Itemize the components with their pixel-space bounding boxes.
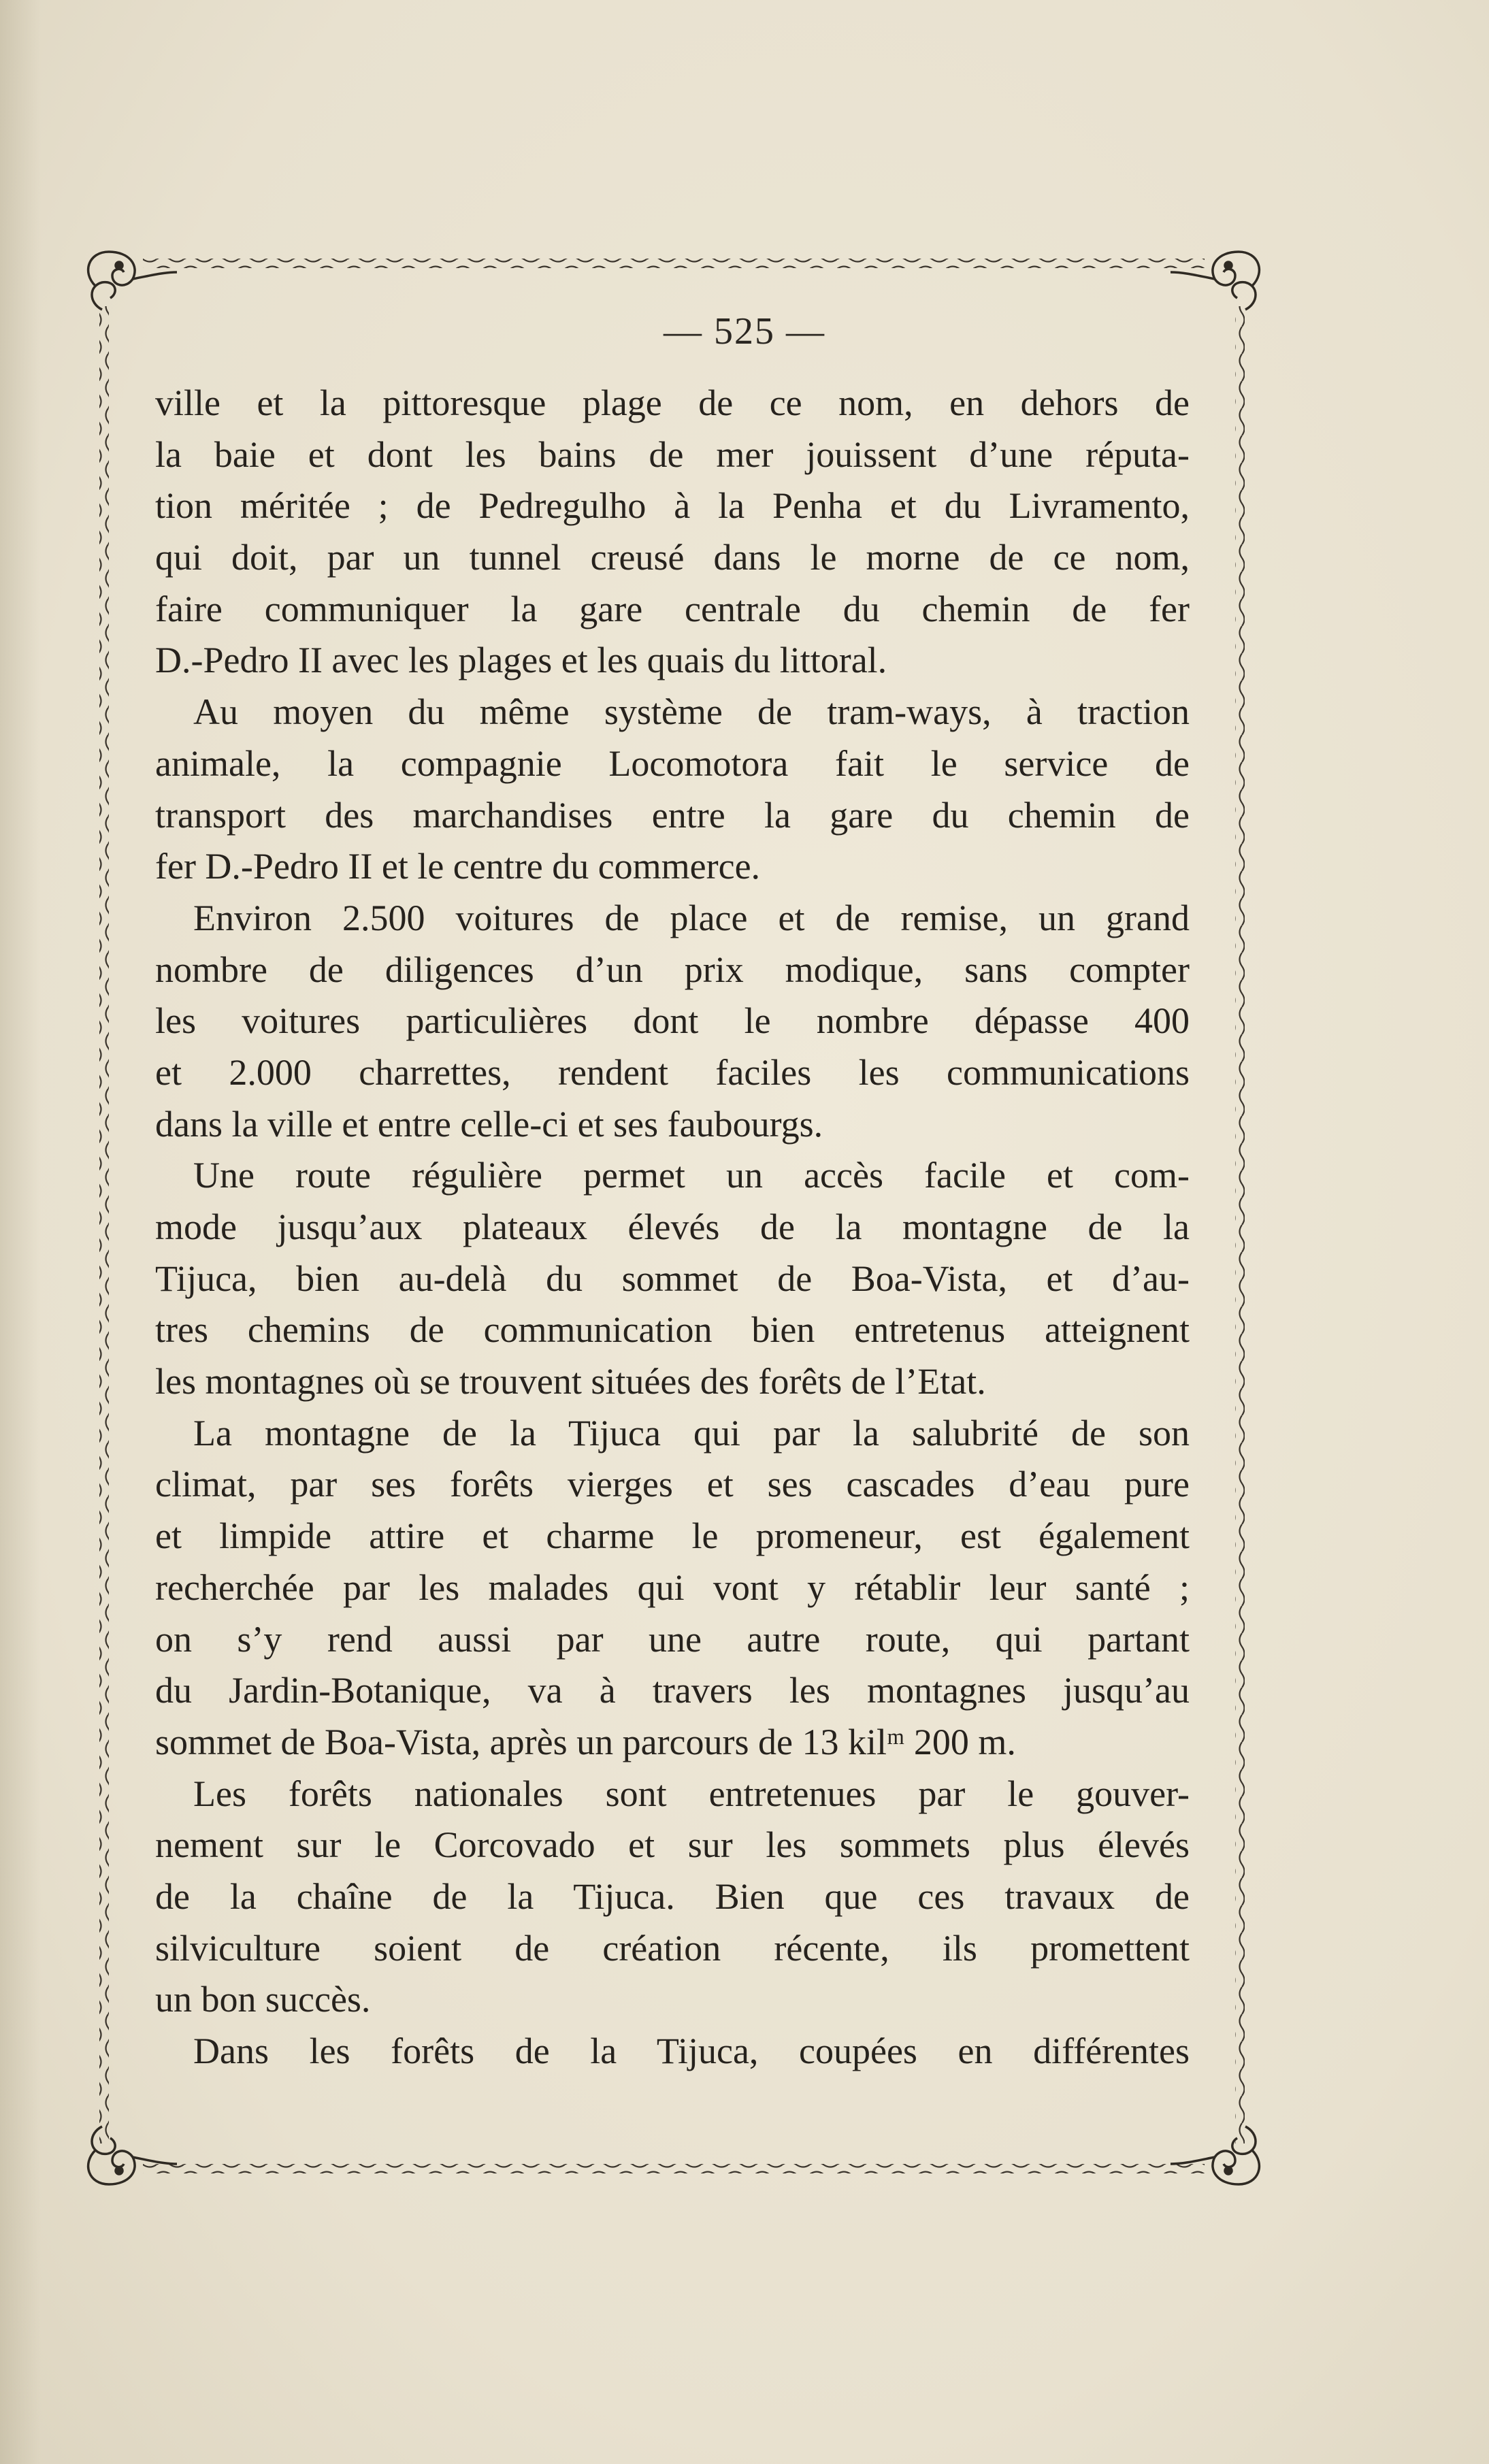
text-line: de la chaîne de la Tijuca. Bien que ces travaux de [155, 1875, 1190, 1917]
text-line: ville et la pittoresque plage de ce nom, en dehors de [155, 382, 1190, 423]
text-line: Au moyen du même système de tram-ways, à traction [193, 691, 1190, 733]
text-line: climat, par ses forêts vierges et ses cascades d’eau pure [155, 1464, 1190, 1505]
border-right [1235, 306, 1245, 2143]
text-line: transport des marchandises entre la gare du chemin de [155, 794, 1190, 836]
text-line: les montagnes où se trouvent situées des forêts de l’Etat. [155, 1361, 986, 1402]
text-line: qui doit, par un tunnel creusé dans le morne de ce nom, [155, 537, 1190, 578]
text-line: Dans les forêts de la Tijuca, coupées en différentes [193, 2031, 1190, 2071]
text-line: Une route régulière permet un accès facile et com- [193, 1155, 1190, 1196]
corner-ornament-bottom-right [1171, 2126, 1259, 2184]
text-line: un bon succès. [155, 1979, 371, 2020]
text-line: dans la ville et entre celle-ci et ses faubourgs. [155, 1103, 823, 1145]
text-line: fer D.-Pedro II et le centre du commerce. [155, 846, 761, 887]
text-line: recherchée par les malades qui vont y rétablir leur santé ; [155, 1566, 1190, 1608]
border-bottom [143, 2164, 1205, 2173]
text-line: nombre de diligences d’un prix modique, sans compter [155, 949, 1190, 990]
text-line: La montagne de la Tijuca qui par la salubrité de son [193, 1412, 1190, 1453]
page-number: — 525 — [664, 310, 825, 352]
text-line: et 2.000 charrettes, rendent faciles les communications [155, 1051, 1190, 1093]
text-line: tion méritée ; de Pedregulho à la Penha et du Livramento, [155, 485, 1190, 527]
text-line: Environ 2.500 voitures de place et de remise, un grand [193, 897, 1190, 938]
gutter-shadow [0, 0, 41, 2464]
text-line: Les forêts nationales sont entretenues par le gouver- [193, 1773, 1190, 1814]
text-line: sommet de Boa-Vista, après un parcours de 13 kilᵐ 200 m. [155, 1721, 1016, 1762]
text-line: animale, la compagnie Locomotora fait le service de [155, 742, 1190, 784]
text-line: faire communiquer la gare centrale du chemin de fer [155, 588, 1190, 629]
text-line: on s’y rend aussi par une autre route, qui partant [155, 1618, 1190, 1660]
border-left [99, 306, 109, 2143]
text-line: les voitures particulières dont le nombre dépasse 400 [155, 1000, 1190, 1042]
border-top [143, 259, 1205, 268]
text-line: Tijuca, bien au-delà du sommet de Boa-Vista, et d’au- [155, 1258, 1190, 1299]
text-line: nement sur le Corcovado et sur les sommets plus élevés [155, 1824, 1190, 1866]
text-line: silviculture soient de création récente, ils promettent [155, 1927, 1190, 1969]
body-text [155, 378, 1190, 2077]
text-line: tres chemins de communication bien entretenus atteignent [155, 1309, 1190, 1351]
text-line: et limpide attire et charme le promeneur, est également [155, 1515, 1190, 1557]
text-line: mode jusqu’aux plateaux élevés de la montagne de la [155, 1206, 1190, 1247]
text-line: du Jardin-Botanique, va à travers les montagnes jusqu’au [155, 1670, 1190, 1711]
text-line: D.-Pedro II avec les plages et les quais du littoral. [155, 640, 887, 681]
text-line: la baie et dont les bains de mer jouissent d’une réputa- [155, 433, 1190, 475]
